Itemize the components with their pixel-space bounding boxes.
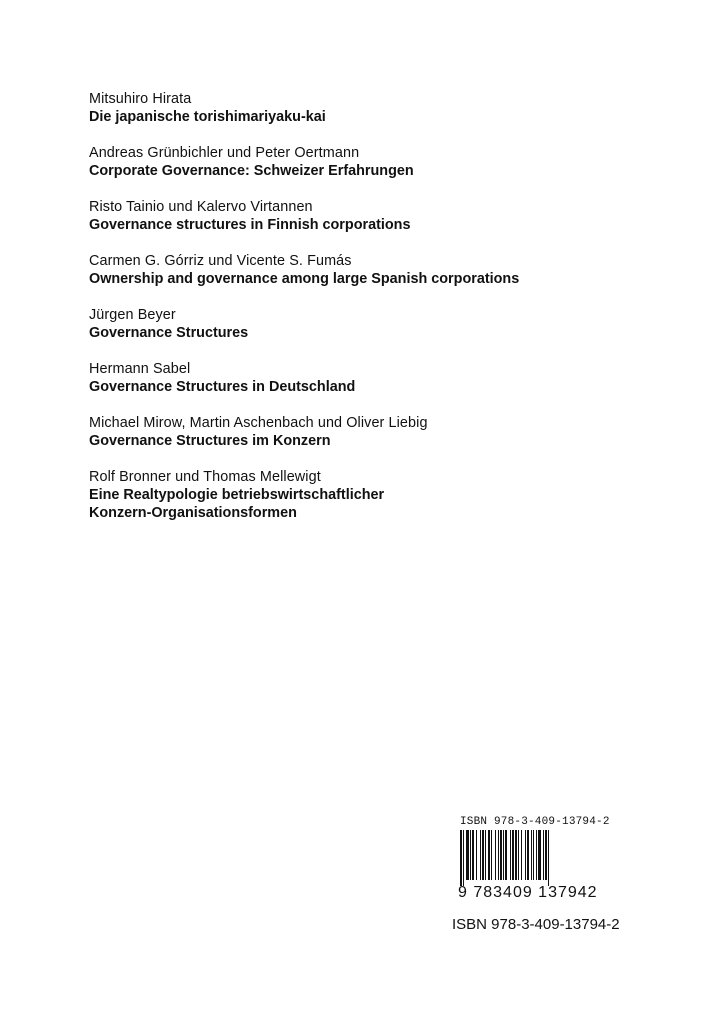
barcode-bar	[545, 830, 547, 880]
entry-title: Governance structures in Finnish corporations	[89, 217, 411, 233]
entry-author: Rolf Bronner und Thomas Mellewigt	[89, 469, 321, 485]
barcode-bar	[515, 830, 517, 880]
barcode-bar	[460, 830, 462, 886]
isbn-top-label: ISBN 978-3-409-13794-2	[460, 816, 610, 828]
barcode-bar	[488, 830, 490, 880]
entry-author: Andreas Grünbichler und Peter Oertmann	[89, 145, 360, 161]
entry-title-line-2: Konzern-Organisationsformen	[89, 505, 297, 521]
entry-title: Governance Structures	[89, 325, 249, 341]
barcode-bar	[533, 830, 534, 880]
barcode-bar	[482, 830, 484, 880]
barcode-bar	[548, 830, 549, 886]
entry-author: Mitsuhiro Hirata	[89, 91, 192, 107]
entry-title: Governance Structures im Konzern	[89, 433, 331, 449]
entry-author: Michael Mirow, Martin Aschenbach und Oliver Liebig	[89, 415, 428, 431]
barcode-bar	[527, 830, 529, 880]
barcode-bar	[536, 830, 537, 880]
barcode-block	[458, 816, 628, 902]
entry-4	[89, 252, 689, 288]
barcode-bar	[503, 830, 504, 880]
barcode-bar	[521, 830, 522, 880]
entry-1	[89, 90, 689, 126]
entry-6	[89, 360, 689, 396]
barcode-bar	[498, 830, 499, 880]
entry-title-line-1: Eine Realtypologie betriebswirtschaftlicher	[89, 487, 385, 503]
entry-title: Corporate Governance: Schweizer Erfahrungen	[89, 163, 414, 179]
entry-author: Carmen G. Górriz und Vicente S. Fumás	[89, 253, 352, 269]
entry-title: Governance Structures in Deutschland	[89, 379, 356, 395]
barcode-bar	[466, 830, 469, 880]
entry-author: Hermann Sabel	[89, 361, 191, 377]
entry-5	[89, 306, 689, 342]
barcode-bar	[543, 830, 544, 880]
entry-3	[89, 198, 689, 234]
barcode-icon	[458, 830, 608, 886]
barcode-bar	[491, 830, 492, 880]
barcode-bar	[485, 830, 486, 880]
barcode-bar	[531, 830, 532, 880]
barcode-bar	[495, 830, 496, 880]
entry-2	[89, 144, 689, 180]
entry-8	[89, 468, 689, 522]
barcode-bar	[512, 830, 514, 880]
entry-author: Risto Tainio und Kalervo Virtannen	[89, 199, 313, 215]
barcode-bar	[518, 830, 519, 880]
barcode-digits: 9 783409 137942	[458, 884, 598, 901]
isbn-bottom-label: ISBN 978-3-409-13794-2	[452, 916, 620, 933]
barcode-bar	[476, 830, 477, 880]
barcode-bar	[472, 830, 474, 880]
barcode-bar	[500, 830, 502, 880]
barcode-bar	[510, 830, 511, 880]
barcode-bar	[525, 830, 526, 880]
author-title-list	[89, 90, 689, 540]
entry-title: Die japanische torishimariyaku-kai	[89, 109, 326, 125]
barcode-bar	[505, 830, 507, 880]
barcode-bar	[538, 830, 541, 880]
entry-title: Ownership and governance among large Spanish corporations	[89, 271, 520, 287]
entry-7	[89, 414, 689, 450]
barcode-bar	[463, 830, 464, 886]
barcode-bar	[480, 830, 481, 880]
entry-author: Jürgen Beyer	[89, 307, 176, 323]
barcode-bar	[470, 830, 471, 880]
